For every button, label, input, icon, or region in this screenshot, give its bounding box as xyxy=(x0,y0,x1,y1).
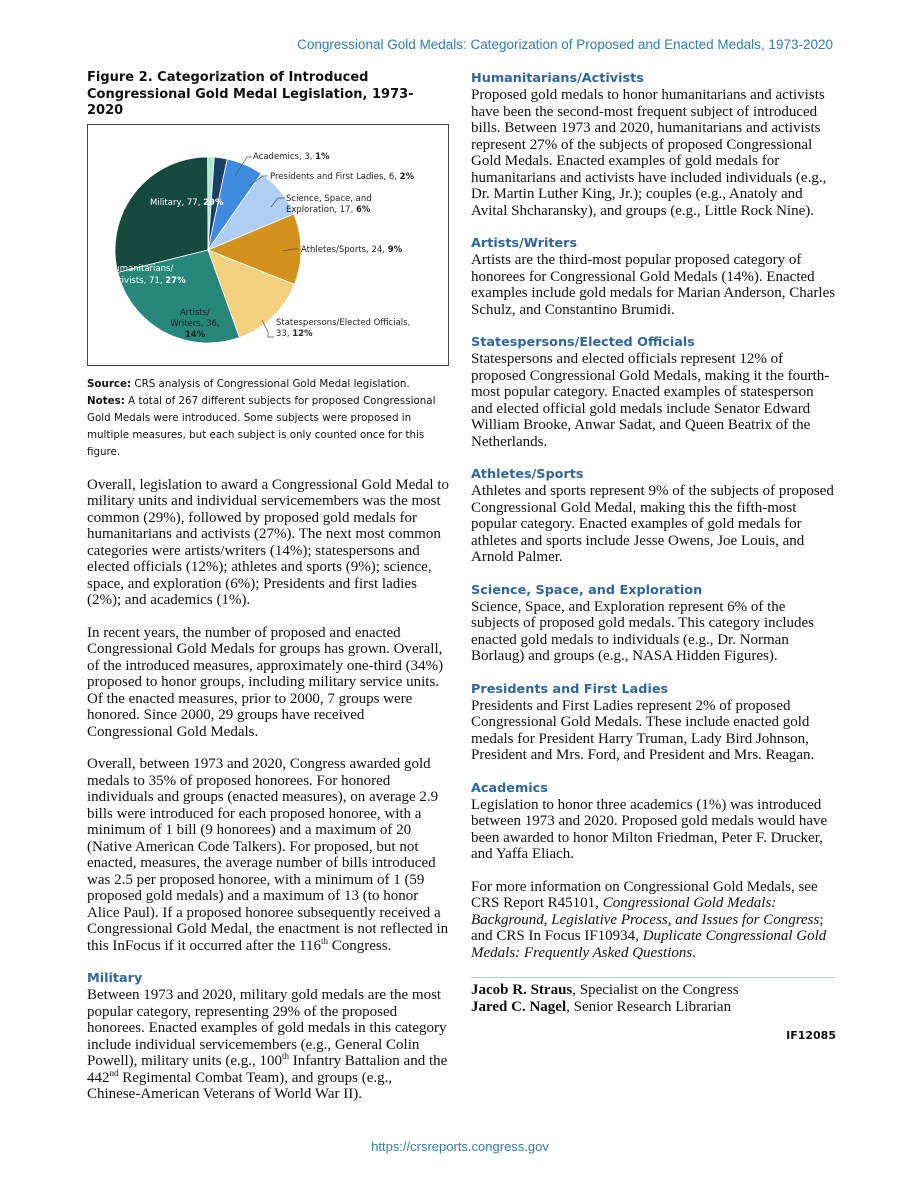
left-column xyxy=(87,70,449,1103)
paragraph-academics: Legislation to honor three academics (1%) was introduced between 1973 and 2020. Proposed gold medals would have been awarded to honor Milton Friedman, Peter F. Drucker, and Yaffa Eliach. xyxy=(471,796,828,862)
figure-source: Source: CRS analysis of Congressional Gold Medal legislation. xyxy=(87,377,410,390)
pie-chart xyxy=(88,125,448,365)
figure-title: Figure 2. Categorization of Introduced Congressional Gold Medal Legislation, 1973-2020 xyxy=(87,70,414,118)
label-artists-pct: 14% xyxy=(184,329,206,340)
heading-academics: Academics xyxy=(471,780,548,796)
footer-url[interactable]: https://crsreports.congress.gov xyxy=(371,1139,549,1154)
heading-humanitarians: Humanitarians/Activists xyxy=(471,71,644,86)
heading-science: Science, Space, and Exploration xyxy=(471,582,703,598)
section-presidents xyxy=(471,681,836,764)
label-statespersons-line2: 33, 12% xyxy=(276,328,313,339)
label-military: Military, 77, 29% xyxy=(150,197,224,208)
label-science-line2: Exploration, 17, 6% xyxy=(286,204,371,215)
label-academics: Academics, 3, 1% xyxy=(253,151,330,162)
product-id: IF12085 xyxy=(786,1029,836,1042)
label-artists-line1: Artists/ xyxy=(179,307,211,318)
running-header: Congressional Gold Medals: Categorization of Proposed and Enacted Medals, 1973-2020 xyxy=(297,37,833,52)
section-athletes xyxy=(471,466,836,566)
paragraph-more-info: For more information on Congressional Gold Medals, see CRS Report R45101, Congressional Gold Medals: Background, Legislative Process, and Issues for Congress; and CRS In Focus IF10934, Duplicate Congressional Gold Medals: Frequently Asked Questions. xyxy=(471,878,827,961)
section-science xyxy=(471,582,836,665)
paragraph-military: Between 1973 and 2020, military gold medals are the most popular category, representing 29% of the proposed honorees. Enacted examples of gold medals in this category include individual servicemembers (e.g., General Colin Powell), military units (e.g., 100th Infantry Battalion and the 442nd Regimental Combat Team), and groups (e.g., Chinese-American Veterans of World War II). xyxy=(87,987,448,1102)
label-presidents: Presidents and First Ladies, 6, 2% xyxy=(270,171,415,182)
label-humanitarians-line2: Activists, 71, 27% xyxy=(108,275,186,286)
label-statespersons-line1: Statespersons/Elected Officials, xyxy=(276,317,411,328)
author-1: Jacob R. Straus, Specialist on the Congress xyxy=(471,982,739,998)
paragraph-statespersons: Statespersons and elected officials represent 12% of proposed Congressional Gold Medals, making it the fourth-most popular category. Enacted examples of statesperson and elected official gold medals include Senator Edward William Brooke, Anwar Sadat, and Queen Beatrix of the Netherlands. xyxy=(471,351,830,450)
author-2: Jared C. Nagel, Senior Research Librarian xyxy=(471,998,732,1015)
heading-athletes: Athletes/Sports xyxy=(471,467,584,482)
section-humanitarians xyxy=(471,70,836,219)
paragraph-enactment: Overall, between 1973 and 2020, Congress awarded gold medals to 35% of proposed honorees. For honored individuals and groups (enacted measures), on average 2.9 bills were introduced for each proposed honoree, with a minimum of 1 bill (9 honorees) and a maximum of 20 (Native American Code Talkers). For proposed, but not enacted, measures, the average number of bills introduced was 2.5 per proposed honoree, with a minimum of 1 (59 proposed gold medals) and a maximum of 13 (to honor Alice Paul). If a proposed honoree subsequently received a Congressional Gold Medal, the enactment is not reflected in this InFocus if it occurred after the 116th Congress. xyxy=(87,756,449,954)
heading-presidents: Presidents and First Ladies xyxy=(471,681,669,697)
label-artists-line2: Writers, 36, xyxy=(170,318,220,329)
heading-artists: Artists/Writers xyxy=(471,236,578,251)
heading-military: Military xyxy=(87,971,143,986)
label-athletes: Athletes/Sports, 24, 9% xyxy=(301,244,403,255)
paragraph-athletes: Athletes and sports represent 9% of the subjects of proposed Congressional Gold Medal, making this the fifth-most popular category. Enacted examples of gold medals for athletes and sports include Jesse Owens, Joe Louis, and Arnold Palmer. xyxy=(471,483,834,565)
paragraph-presidents: Presidents and First Ladies represent 2% of proposed Congressional Gold Medals. These include enacted gold medals for President Harry Truman, Lady Bird Johnson, President and Mrs. Ford, and President and Mrs. Reagan. xyxy=(471,697,815,763)
label-humanitarians-line1: Humanitarians/ xyxy=(108,263,174,274)
section-academics xyxy=(471,780,836,863)
paragraph-science: Science, Space, and Exploration represent 6% of the subjects of proposed gold medals. This category includes enacted gold medals to individuals (e.g., Dr. Norman Borlaug) and groups (e.g., NASA Hidden Figures). xyxy=(471,598,814,664)
paragraph-groups: In recent years, the number of proposed and enacted Congressional Gold Medals for groups has grown. Overall, of the introduced measures, approximately one-third (34%) proposed to honor groups, including military service units. Of the enacted measures, prior to 2000, 7 groups were honored. Since 2000, 29 groups have received Congressional Gold Medals. xyxy=(87,624,444,740)
section-artists xyxy=(471,235,836,318)
pie-chart-box xyxy=(87,124,449,366)
paragraph-humanitarians: Proposed gold medals to honor humanitarians and activists have been the second-most frequent subject of introduced bills. Between 1973 and 2020, humanitarians and activists represent 27% of the subjects of proposed Congressional Gold Medals. Enacted examples of gold medals for humanitarians and activists have included individuals (e.g., Dr. Martin Luther King, Jr.); couples (e.g., Anatoly and Avital Shcharansky), and groups (e.g., Little Rock Nine). xyxy=(471,87,827,219)
author-divider xyxy=(471,977,835,978)
right-column xyxy=(471,70,836,1042)
authors xyxy=(471,982,836,1015)
heading-statespersons: Statespersons/Elected Officials xyxy=(471,335,695,350)
figure-notes: Notes: A total of 267 different subjects for proposed Congressional Gold Medals were introduced. Some subjects were proposed in multiple measures, but each subject is only counted once for this figure. xyxy=(87,394,436,458)
label-science-line1: Science, Space, and xyxy=(286,193,372,204)
paragraph-artists: Artists are the third-most popular proposed category of honorees for Congressional Gold Medals (14%). Enacted examples include gold medals for Marian Anderson, Charles Schulz, and Constantino Brumidi. xyxy=(471,252,836,318)
paragraph-overall: Overall, legislation to award a Congressional Gold Medal to military units and individual servicemembers was the most common (29%), followed by proposed gold medals for humanitarians and activists (27%). The next most common categories were artists/writers (14%); statespersons and elected officials (12%); athletes and sports (9%); science, space, and exploration (6%); Presidents and first ladies (2%); and academics (1%). xyxy=(87,476,449,608)
section-statespersons xyxy=(471,334,836,450)
